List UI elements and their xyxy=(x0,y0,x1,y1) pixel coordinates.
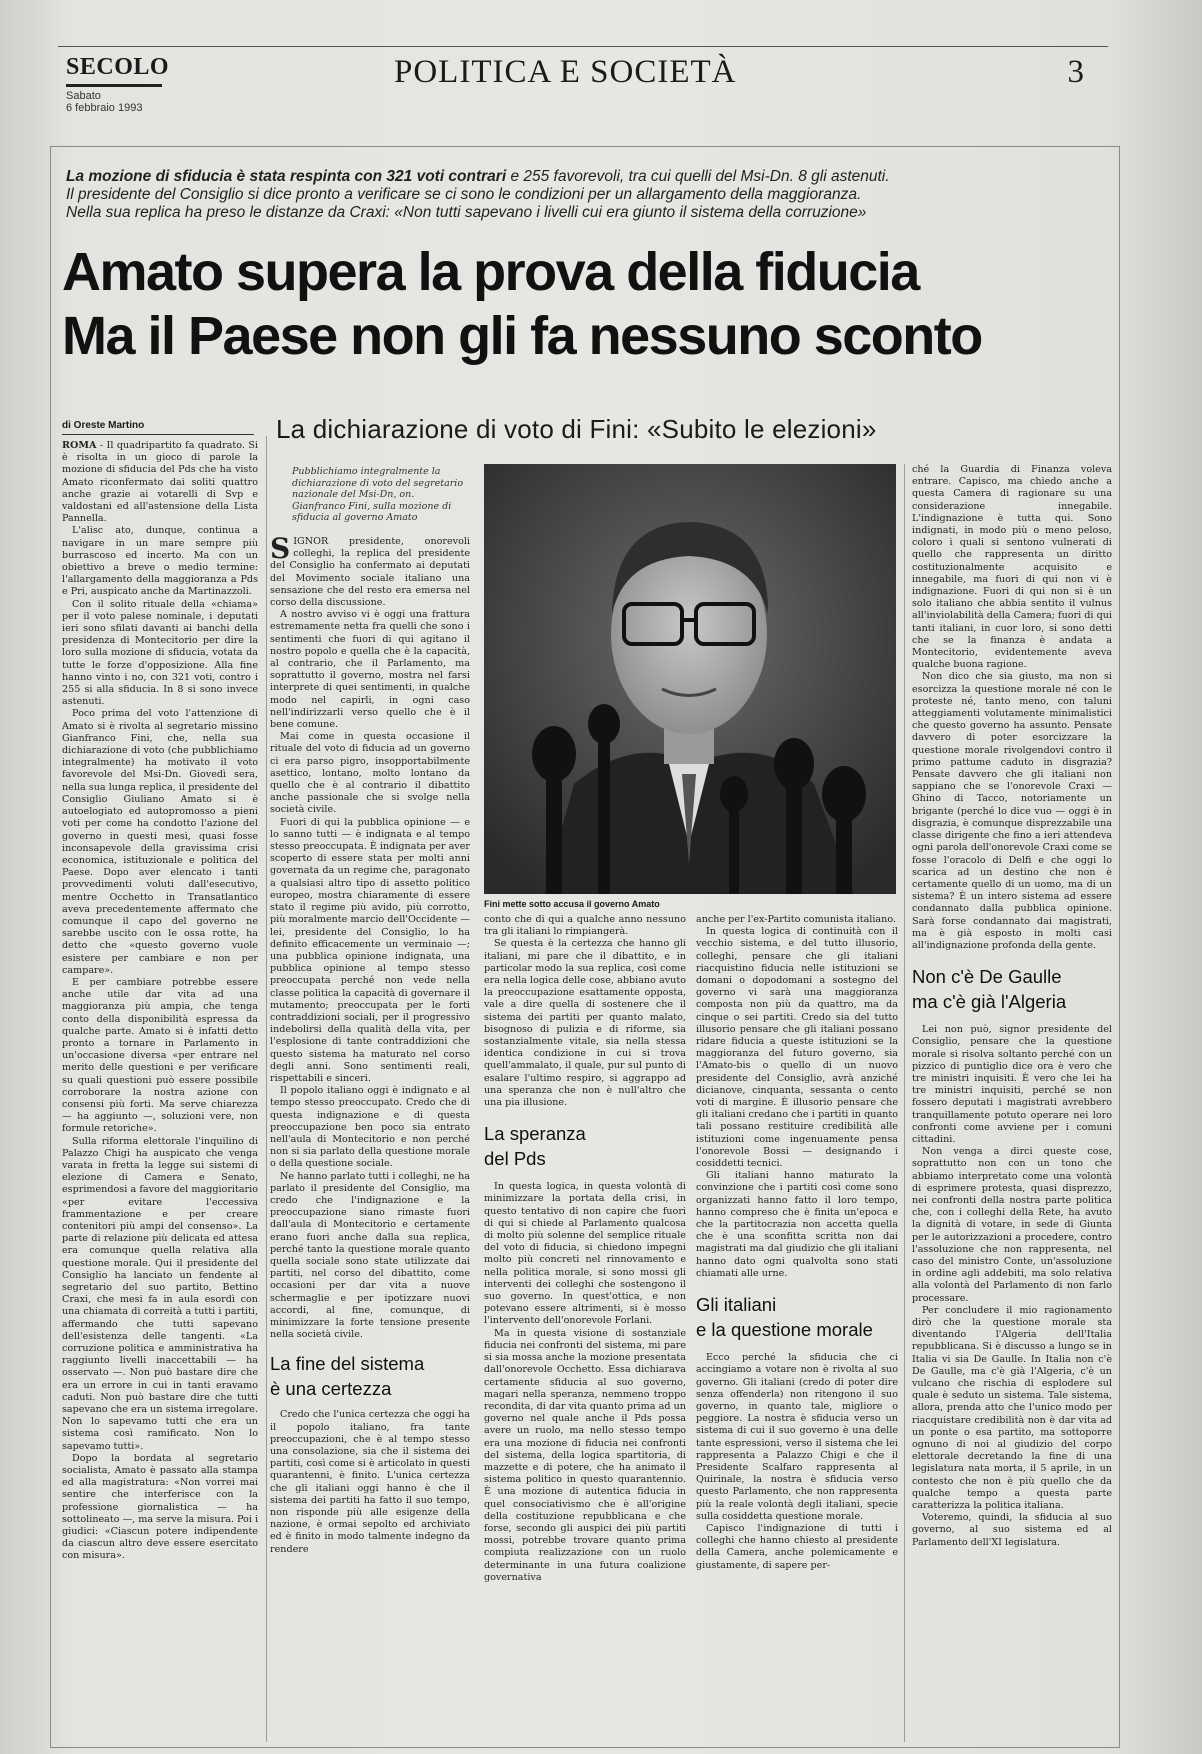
section-title: POLITICA E SOCIETÀ xyxy=(394,54,737,90)
byline-rule xyxy=(62,434,254,435)
issue-full-date: 6 febbraio 1993 xyxy=(66,102,143,114)
article-intro: Pubblichiamo integralmente la dichiarazione di voto del segretario nazionale del Msi-Dn, on. Gianfranco Fini, sulla mozione di sfiducia al governo Amato xyxy=(292,466,464,524)
col3-p3: In questa logica, in questa volontà di minimizzare la portata della crisi, in questo tentativo di non capire che fuori di qui si chiede al Parlamento qualcosa di molto più solenne del semplice rituale del voto di fiducia, si chiedono impegni molto più concreti nel rinnovamento e nella politica morale, si sono mossi gli interventi dei colleghi che sostengono il suo governo. In quest'ottica, e non potevano essere altrimenti, si è mosso l'intervento dell'onorevole Forlani. xyxy=(484,1181,686,1327)
subhead-speranza-pds xyxy=(484,1121,686,1171)
col4-p1: anche per l'ex-Partito comunista italiano. xyxy=(696,914,896,925)
col2-p3: Mai come in questa occasione il rituale del voto di fiducia ad un governo ci era parso pigro, insopportabilmente asettico, lontano, molto lontano da quello che è al contrario il dibattito anche passionale che si svolge nella società civile. xyxy=(270,731,470,816)
col2-p4: Fuori di qui la pubblica opinione — e lo sanno tutti — è indignata e al tempo stesso preoccupata. È indignata per aver scoperto di essere stata per molti anni governata da un regime che, paragonato a qualsiasi altro tipo di assetto politico europeo, mostra chiaramente di essere stato il regime più avido, più corrotto, più moralmente marcio dell'Occidente — lei, presidente del Consiglio, lo ha definito efficacemente un verminaio —; una pubblica opinione indignata, una pubblica opinione al tempo stesso preoccupata perché non vede nella classe politica la capacità di governare il mutamento; preoccupata per le forti contraddizioni sociali, per il progressivo indebolirsi della qualità della vita, per l'esplosione di tante contraddizioni che questo sistema ha maturato nel corso degli anni. Sono sentimenti reali, rispettabili e sinceri. xyxy=(270,816,470,1084)
col4-p3: Gli italiani hanno maturato la convinzione che i partiti così come sono organizzati hanno fatto il loro tempo, hanno compreso che è finita un'epoca e che la partitocrazia non accetta quella che è una sconfitta scritta non dai magistrati ma dal giudizio che gli italiani hanno dato ogni qualvolta sono stati chiamati alle urne. xyxy=(696,1170,898,1279)
photo-illustration xyxy=(484,464,896,894)
col4-p2: In questa logica di continuità con il vecchio sistema, e del tutto illusorio, colleghi, pensare che gli italiani riacquistino fiducia nelle istituzioni se domani o dopodomani a sostegno del governo vi sarà una maggioranza composta non più da quattro, ma da cinque o sei partiti. Credo sia del tutto illusorio pensare che gli italiani possano ridare fiducia a queste istituzioni se la maggioranza del futuro governo, sia l'Amato-bis o quello di un nuovo presidente del Consiglio, avrà anziché dicianove, cinquanta, sessanta o cento voti di margine. È illusorio pensare che gli italiani credano che i partiti in quanto tali possano restituire credibilità alle istituzioni come ingenuamente pensa l'onorevole Bossi — designando i cosiddetti tecnici. xyxy=(696,926,898,1170)
column-divider xyxy=(904,464,905,1742)
photo-caption: Fini mette sotto accusa il governo Amato xyxy=(484,899,660,909)
col3-p1: conto che di qui a qualche anno nessuno tra gli italiani lo rimpiangerà. xyxy=(484,914,686,938)
lead-continuation: e 255 favorevoli, tra cui quelli del Msi-Dn. 8 gli astenuti. xyxy=(506,168,890,185)
col3-p2: Se questa è la certezza che hanno gli italiani, mi pare che il dibattito, e in particolar modo la sua replica, così come era nella logica delle cose, abbiano avuto la preoccupazione esattamente opposta, vale a dire quella di sostenere che il sistema dei partiti per quanto malato, bisognoso di pulizia e di riforme, sia sostanzialmente vitale, sia nella stessa identica condizione in cui si trova quell'ammalato, il quale, pur sul punto di esalare l'ultimo respiro, si aggrappo ad una speranza che non è null'altro che una pia illusione. xyxy=(484,938,686,1109)
col1-p6: Sulla riforma elettorale l'inquilino di Palazzo Chigi ha auspicato che venga varata in fretta la legge sui sistemi di elezione di Camera e Senato, esprimendosi a favore del maggioritario «per evitare l'eccessiva frammentazione e per creare contenitori più ampi del consenso». La parte di relazione più delicata ed attesa era comunque quella relativa alla questione morale. Qui il presidente del Consiglio ha lanciato un fendente al segretario del suo partito, Bettino Craxi, che mesi fa in aula esordì con una chiamata di correità a tutti i partiti, affermando che tutti sapevano dell'esistenza delle tangenti. «La corruzione politica e amministrativa ha raggiunto livelli inaccettabili — ha osservato —. Non può bastare dire che era un errore in cui in tanti eravamo caduti. Non può bastare dire che tutti sapevano che era un sistema irregolare. Non lo sapevamo tutti che era un sistema così ramificato. Non lo sapevamo tutti». xyxy=(62,1135,258,1452)
logo-underline xyxy=(66,84,162,87)
col5-p2: Non dico che sia giusto, ma non si esorcizza la questione morale né con le proteste né, tanto meno, con taluni atteggiamenti volutamente minimalistici che questo governo ha assunto. Pensate davvero di poter esorcizzare la questione morale rivolgendovi contro il primo pattume caduto in disgrazia? Pensate davvero che gli italiani non sappiano che se l'onorevole Craxi — Ghino di Tacco, notoriamente un brigante (perché lo dice vuo — oggi è in disgrazia, è comunque disprezzabile una classe dirigente che fino a ieri attendeva ogni parola dell'onorevole Craxi come se fosse l'oracolo di Delfi e che oggi lo scarica ad un destino che non è certamente quello di un uomo, ma di un sistema? È un intero sistema ad essere condannato dalla pubblica opinione. Sarà forse condannato dai magistrati, ma è già esposto in molti casi all'indignazione profonda della gente. xyxy=(912,671,1112,951)
lead-emphasis: La mozione di sfiducia è stata respinta con 321 voti contrari xyxy=(66,168,507,185)
col1-p1: - Il quadripartito fa quadrato. Si è risolta in un gioco di parole la mozione di sfiducia del Pds che ha visto Amato riconfermato dai soliti quattro anche grazie ai votarelli di Svp e valdostani ed all'astensione della Lista Pannella. xyxy=(62,440,258,525)
main-headline xyxy=(62,240,1112,368)
dateline: ROMA xyxy=(62,440,97,451)
col2-p2: A nostro avviso vi è oggi una frattura estremamente netta fra quelli che sono i sentimenti che fuori di qui agitano il nostro popolo e quella che è la capacità, al contrario, che il Parlamento, ma soprattutto il governo, mostra nel farsi interprete di quei sentimenti, in qualche modo nel capirli, in ogni caso nell'indirizzarli verso quello che è il bene comune. xyxy=(270,609,470,731)
col5-p6: Voteremo, quindi, la sfiducia al suo governo, al suo sistema ed al Parlamento dell'XI legislatura. xyxy=(912,1512,1112,1548)
col1-p3: Con il solito rituale della «chiama» per il voto palese nominale, i deputati ieri sono sfilati davanti ai banchi della presidenza di Montecitorio per dire la loro sulla mozione di sfiducia, votata da tutte le forze d'opposizione. Alla fine hanno vinto i no, con 321 voti, contro i 255 si alla sfiducia. In 8 si sono invece astenuti. xyxy=(62,598,258,708)
col2-p7: Credo che l'unica certezza che oggi ha il popolo italiano, fra tante preoccupazioni, che è al tempo stesso una consolazione, sia che il sistema dei partiti, così come si è articolato in questi quarantenni, è finito. L'unica certezza che gli italiani oggi hanno è che il sistema dei partiti ha fatto il suo tempo, non risponde più alle esigenze della nazione, è ormai sepolto ed archiviato ed è finito in modo talmente indegno da rendere xyxy=(270,1409,470,1555)
page-number: 3 xyxy=(1067,54,1084,90)
subhead-line: La speranza xyxy=(484,1123,586,1145)
subhead-line: è una certezza xyxy=(270,1378,392,1400)
col5-p5: Per concludere il mio ragionamento dirò che la questione morale sta diventando l'Algeria dell'Italia repubblicana. Si è discusso a lungo se in Italia vi sia De Gaulle. In Italia non c'è De Gaulle, ma c'è già l'Algeria, c'è un vulcano che rischia di esplodere sul quale è seduto un sistema. Tale sistema, allora, prenda atto che l'unico modo per riacquistare credibilità non è dar vita ad un ponte o esa partito, ma sottoporre ognuno di noi al giudizio del corpo elettorale decretando la fine di una legislatura nata morta, il 5 aprile, in un contesto che non è più quello che da qualche tempo a questa parte caratterizza la politica italiana. xyxy=(912,1304,1112,1512)
column-5 xyxy=(912,464,1112,1744)
subhead-line: e la questione morale xyxy=(696,1319,873,1341)
fini-photo xyxy=(484,464,896,894)
masthead xyxy=(64,52,1104,122)
col5-p4: Non venga a dirci queste cose, soprattutto non con un tono che abbiamo interpretato come una volontà di esprimere protesta, quasi disprezzo, nei confronti della nostra parte politica che, con i colleghi della Rete, ha avuto la dignità di votare, in sede di Giunta per le autorizzazioni a procedere, contro l'assoluzione che non rappresenta, nel caso del ministro Conte, un'assoluzione in ordine agli addebiti, ma solo relativa alla volontà del Parlamento di non farlo processare. xyxy=(912,1146,1112,1304)
newspaper-logo: SECOLO xyxy=(66,54,170,80)
fini-subheadline: La dichiarazione di voto di Fini: «Subito le elezioni» xyxy=(276,414,877,444)
col5-p1: ché la Guardia di Finanza voleva entrare. Capisco, ma chiedo anche a questa Camera di ragionare su una considerazione innegabile. L'indignazione è tutta qui. Sono indignati, in modo più o meno peloso, coloro i quali si sentono vulnerati di quello che rappresenta un diritto costituzionalmente acquisito e innegabile, ma fuori di qui non vi è indignazione. Fuori di qui non si è un solo italiano che abbia sentito il vulnus all'inviolabilità della Camera; fuori di qui tanti italiani, in cuor loro, si sono detti che se la finanza è andata a Montecitorio, evidentemente aveva qualche buona ragione. xyxy=(912,464,1112,671)
col4-p5: Capisco l'indignazione di tutti i colleghi che hanno chiesto al presidente della Camera, anche polemicamente e giustamente, di sapere per- xyxy=(696,1522,898,1571)
headline-line-1: Amato supera la prova della fiducia xyxy=(62,242,919,302)
subhead-line: Non c'è De Gaulle xyxy=(912,966,1062,988)
column-3 xyxy=(484,914,686,1744)
col3-p4: Ma in questa visione di sostanziale fiducia nei confronti del sistema, mi pare si sia mossa anche la mozione presentata dall'onorevole Occhetto. Essa dichiarava certamente sfiducia al suo governo, magari nella speranza, nemmeno troppo recondita, di dar vita quanto prima ad un governo nel quale anche il Pds possa avere un ruolo, ma nello stesso tempo era una mozione di fiducia nei confronti del sistema, della logica spartitoria, di mazzette e di potere, che ha animato il sistema politico in questo quarantennio. È una mozione di autentica fiducia in quel consociativismo che è all'origine della costituzione repubblicana e che forse, secondo gli auspici dei più partiti mossi, potrebbe trovare quanto prima compiuta realizzazione con un ruolo determinante in una futura coalizione governativa xyxy=(484,1327,686,1583)
column-4 xyxy=(696,914,898,1744)
subhead-fine-sistema xyxy=(270,1351,470,1401)
issue-day: Sabato xyxy=(66,90,101,102)
issue-date xyxy=(66,90,142,114)
column-1 xyxy=(62,440,258,1740)
subhead-line: ma c'è già l'Algeria xyxy=(912,991,1067,1013)
byline: di Oreste Martino xyxy=(62,420,145,431)
subhead-line: del Pds xyxy=(484,1148,546,1170)
subhead-italiani-morale xyxy=(696,1292,898,1342)
col2-p6: Ne hanno parlato tutti i colleghi, ne ha parlato il presidente del Consiglio, ma credo che l'indignazione e la preoccupazione siano rimaste fuori dall'aula di Montecitorio e certamente erano fuori anche dalla sua replica, perché tanto la questione morale quanto quella sociale sono state utilizzate dai partiti, nel corso del dibattito, come occasioni per dar vita a nuove schermaglie e per ipotizzare nuovi accordi, al fine, comunque, di minimizzare la forte tensione presente nella società civile. xyxy=(270,1170,470,1341)
col1-paragraph xyxy=(62,440,258,525)
col2-p5: Il popolo italiano oggi è indignato e al tempo stesso preoccupato. Credo che di questa indignazione e di questa preoccupazione ben poco sia entrato nell'aula di Montecitorio e non perché non si sia parlato della questione morale o della questione sociale. xyxy=(270,1085,470,1170)
masthead-rule xyxy=(58,46,1108,47)
subhead-line: Gli italiani xyxy=(696,1294,777,1316)
col1-p2: L'alisc ato, dunque, continua a navigare in un mare sempre più burrascoso ed incerto. Ma con un obiettivo a breve o medio termine: l'allargamento della maggioranza a Pds e Pri, auspicato anche da Martinazzoli. xyxy=(62,525,258,598)
headline-line-2: Ma il Paese non gli fa nessuno sconto xyxy=(62,306,982,366)
subhead-line: La fine del sistema xyxy=(270,1353,425,1375)
col2-p1-text: IGNOR presidente, onorevoli colleghi, la replica del presidente del Consiglio ha confermato ai deputati del Movimento sociale italiano una sensazione che del resto era emersa nel corso della discussione. xyxy=(270,536,470,609)
col1-p5: E per cambiare potrebbe essere anche utile dar vita ad una maggioranza più ampia, che tenga conto della disponibilità espressa da qualche parte. Amato si è infatti detto pronto a tornare in Parlamento in un'occasione diversa «per entrare nel merito delle questioni e per verificare su quali questioni può essere possibile corroborare la nostra azione con consensi più forti. Ma serve chiarezza — ha aggiunto —, soluzioni vere, non formule retoriche». xyxy=(62,976,258,1135)
column-2 xyxy=(270,536,470,1744)
lead-line-2: Il presidente del Consiglio si dice pronto a verificare se ci sono le condizioni per un allargamento della maggioranza. xyxy=(66,186,862,203)
lead-line-3: Nella sua replica ha preso le distanze da Craxi: «Non tutti sapevano i livelli cui era giunto il sistema della corruzione» xyxy=(66,204,867,221)
drop-cap: S xyxy=(270,536,291,565)
col4-p4: Ecco perché la sfiducia che ci accingiamo a votare non è rivolta al suo governo. Gli italiani (credo di poter dire senza offenderla) non ritengono il suo governo, in quanto tale, migliore o peggiore. La nostra è sfiducia verso un sistema di cui il suo governo è una delle tante espressioni, verso il sistema che lei rappresenta a Palazzo Chigi e che il Presidente Scalfaro rappresenta al Quirinale, la nostra è sfiducia verso questo Parlamento, che non rappresenta più la reale volontà degli italiani, specie sulla cosiddetta questione morale. xyxy=(696,1352,898,1522)
column-divider xyxy=(266,436,267,1742)
col5-p3: Lei non può, signor presidente del Consiglio, pensare che la questione morale si risolva soltanto perché con un pizzico di puntiglio dice ora è vero che tre ministri inquisiti. È vero che lei ha tre ministri inquisiti, perché se non fossero deputati i magistrati avrebbero tranquillamente potuto operare nei loro confronti come avviene per i comuni cittadini. xyxy=(912,1024,1112,1145)
subhead-de-gaulle xyxy=(912,964,1112,1014)
col1-p4: Poco prima del voto l'attenzione di Amato si è rivolta al segretario missino Gianfranco Fini, che, nella sua dichiarazione di voto (che pubblichiamo integralmente) ha motivato il voto favorevole del Msi-Dn. Giovedì sera, nella sua lunga replica, il presidente del Consiglio Giuliano Amato si è autoelogiato ed autopromosso a pieni voti per come ha condotto l'azione del governo in questi mesi, quasi fosse inconsapevole della gravissima crisi economica, istituzionale e politica del Paese. Dopo aver elencato i tanti provvedimenti voluti dall'esecutivo, mentre Occhetto in Transatlantico aveva precedentemente affermato che comunque il capo del governo ne sarebbe uscito con le ossa rotte, ha detto che «questo governo vuole esistere per cambiare e non per campare». xyxy=(62,708,258,976)
col1-p7: Dopo la bordata al segretario socialista, Amato è passato alla stampa ed alla magistratura: «Non vorrei mai sentire che interferisce con la professione giornalistica — ha sottolineato —, ma serve la misura. Poi i giudici: «Ciascun potere indipendente da ciascun altro deve essere esercitato con misura». xyxy=(62,1452,258,1562)
article-lead xyxy=(66,168,966,222)
col2-p1 xyxy=(270,536,470,609)
